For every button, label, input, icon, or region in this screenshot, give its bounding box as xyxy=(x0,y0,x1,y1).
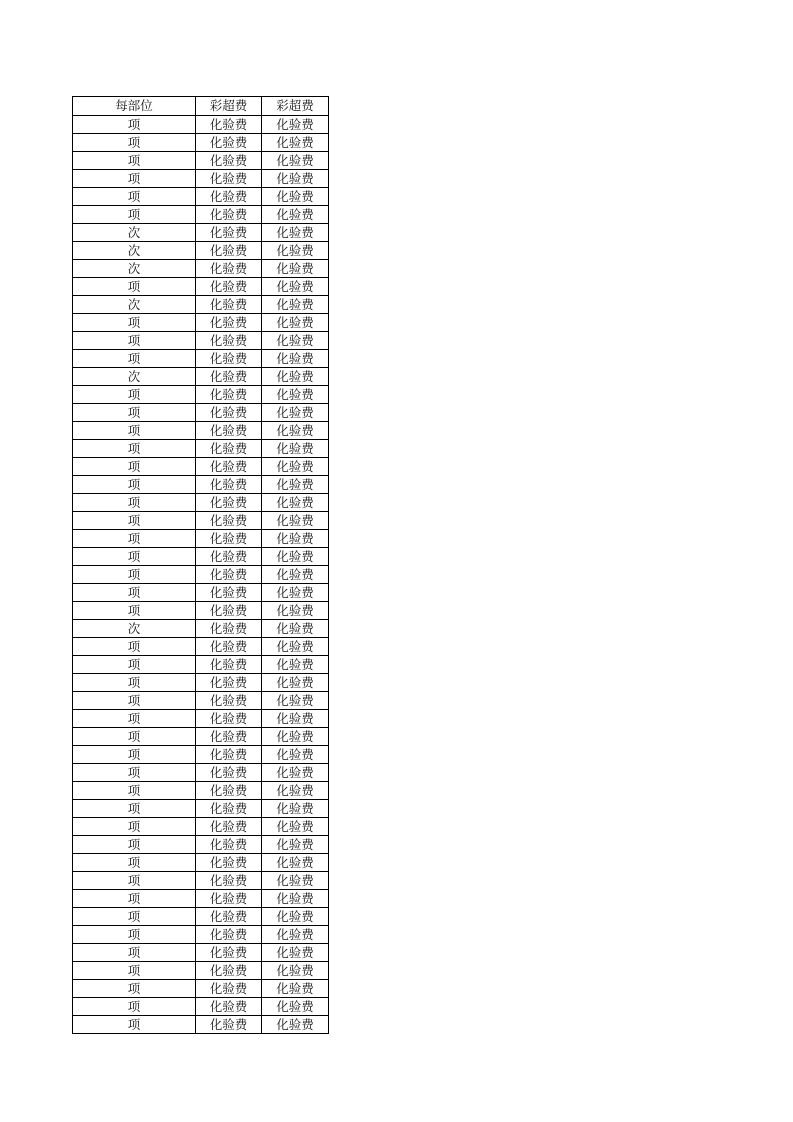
cell-fee-2: 化验费 xyxy=(262,620,329,638)
cell-fee-2: 化验费 xyxy=(262,872,329,890)
cell-fee-2: 化验费 xyxy=(262,260,329,278)
table-row xyxy=(73,746,329,764)
cell-fee-1: 化验费 xyxy=(196,206,262,224)
table-row xyxy=(73,602,329,620)
cell-fee-2: 化验费 xyxy=(262,170,329,188)
cell-fee-2: 化验费 xyxy=(262,458,329,476)
table-row xyxy=(73,836,329,854)
cell-fee-2: 化验费 xyxy=(262,152,329,170)
cell-unit: 项 xyxy=(73,512,196,530)
cell-unit: 项 xyxy=(73,188,196,206)
table-row xyxy=(73,926,329,944)
cell-unit: 项 xyxy=(73,602,196,620)
cell-fee-1: 化验费 xyxy=(196,512,262,530)
cell-fee-1: 化验费 xyxy=(196,440,262,458)
table-row xyxy=(73,404,329,422)
table-row xyxy=(73,386,329,404)
cell-fee-1: 化验费 xyxy=(196,458,262,476)
cell-unit: 项 xyxy=(73,998,196,1016)
cell-unit: 项 xyxy=(73,692,196,710)
cell-unit: 项 xyxy=(73,926,196,944)
cell-fee-2: 化验费 xyxy=(262,728,329,746)
cell-fee-1: 化验费 xyxy=(196,224,262,242)
table-row xyxy=(73,332,329,350)
cell-fee-1: 化验费 xyxy=(196,962,262,980)
cell-fee-2: 化验费 xyxy=(262,638,329,656)
cell-fee-2: 化验费 xyxy=(262,548,329,566)
cell-fee-1: 化验费 xyxy=(196,404,262,422)
table-row xyxy=(73,638,329,656)
cell-unit: 项 xyxy=(73,116,196,134)
cell-fee-1: 化验费 xyxy=(196,800,262,818)
cell-unit: 项 xyxy=(73,836,196,854)
table-row xyxy=(73,908,329,926)
cell-fee-1: 化验费 xyxy=(196,1016,262,1034)
cell-fee-1: 化验费 xyxy=(196,728,262,746)
cell-unit: 项 xyxy=(73,1016,196,1034)
cell-unit: 次 xyxy=(73,368,196,386)
cell-fee-2: 化验费 xyxy=(262,134,329,152)
cell-unit: 项 xyxy=(73,782,196,800)
cell-unit: 项 xyxy=(73,440,196,458)
cell-fee-1: 化验费 xyxy=(196,134,262,152)
cell-fee-2: 化验费 xyxy=(262,944,329,962)
table-row xyxy=(73,260,329,278)
cell-unit: 项 xyxy=(73,638,196,656)
table-row xyxy=(73,674,329,692)
cell-unit: 项 xyxy=(73,548,196,566)
table-row xyxy=(73,530,329,548)
cell-unit: 项 xyxy=(73,476,196,494)
cell-unit: 项 xyxy=(73,278,196,296)
cell-fee-1: 化验费 xyxy=(196,710,262,728)
cell-fee-2: 化验费 xyxy=(262,854,329,872)
table-row xyxy=(73,296,329,314)
cell-fee-1: 化验费 xyxy=(196,278,262,296)
cell-fee-2: 化验费 xyxy=(262,800,329,818)
table-row xyxy=(73,476,329,494)
fee-table xyxy=(72,96,329,1034)
cell-unit: 项 xyxy=(73,206,196,224)
cell-unit: 项 xyxy=(73,890,196,908)
cell-fee-1: 化验费 xyxy=(196,242,262,260)
cell-fee-1: 化验费 xyxy=(196,746,262,764)
cell-fee-2: 化验费 xyxy=(262,332,329,350)
cell-unit: 项 xyxy=(73,674,196,692)
cell-fee-1: 化验费 xyxy=(196,998,262,1016)
cell-fee-2: 化验费 xyxy=(262,980,329,998)
table-row xyxy=(73,350,329,368)
cell-unit: 项 xyxy=(73,728,196,746)
table-row xyxy=(73,548,329,566)
cell-fee-2: 化验费 xyxy=(262,1016,329,1034)
table-row xyxy=(73,692,329,710)
cell-unit: 项 xyxy=(73,404,196,422)
header-cell-fee-2: 彩超费 xyxy=(262,97,329,116)
cell-unit: 项 xyxy=(73,566,196,584)
cell-fee-1: 化验费 xyxy=(196,620,262,638)
cell-fee-2: 化验费 xyxy=(262,224,329,242)
table-row xyxy=(73,800,329,818)
cell-fee-1: 化验费 xyxy=(196,872,262,890)
cell-fee-2: 化验费 xyxy=(262,530,329,548)
cell-fee-1: 化验费 xyxy=(196,692,262,710)
cell-unit: 项 xyxy=(73,908,196,926)
cell-fee-1: 化验费 xyxy=(196,188,262,206)
cell-fee-2: 化验费 xyxy=(262,566,329,584)
table-row xyxy=(73,512,329,530)
cell-unit: 项 xyxy=(73,386,196,404)
table-row xyxy=(73,998,329,1016)
cell-fee-2: 化验费 xyxy=(262,242,329,260)
table-row xyxy=(73,494,329,512)
table-row xyxy=(73,242,329,260)
table-row xyxy=(73,116,329,134)
table-row xyxy=(73,1016,329,1034)
cell-unit: 项 xyxy=(73,530,196,548)
cell-fee-2: 化验费 xyxy=(262,782,329,800)
cell-fee-1: 化验费 xyxy=(196,296,262,314)
table-row xyxy=(73,188,329,206)
table-row xyxy=(73,944,329,962)
cell-fee-1: 化验费 xyxy=(196,170,262,188)
cell-fee-2: 化验费 xyxy=(262,710,329,728)
cell-fee-2: 化验费 xyxy=(262,296,329,314)
cell-unit: 项 xyxy=(73,818,196,836)
cell-unit: 项 xyxy=(73,800,196,818)
table-row xyxy=(73,890,329,908)
cell-unit: 项 xyxy=(73,854,196,872)
table-row xyxy=(73,872,329,890)
header-cell-unit: 每部位 xyxy=(73,97,196,116)
cell-fee-2: 化验费 xyxy=(262,746,329,764)
cell-unit: 次 xyxy=(73,260,196,278)
cell-fee-2: 化验费 xyxy=(262,998,329,1016)
cell-fee-1: 化验费 xyxy=(196,890,262,908)
cell-fee-1: 化验费 xyxy=(196,530,262,548)
cell-unit: 项 xyxy=(73,584,196,602)
cell-unit: 次 xyxy=(73,224,196,242)
cell-fee-2: 化验费 xyxy=(262,314,329,332)
cell-fee-2: 化验费 xyxy=(262,692,329,710)
cell-unit: 项 xyxy=(73,332,196,350)
cell-fee-2: 化验费 xyxy=(262,368,329,386)
cell-fee-1: 化验费 xyxy=(196,926,262,944)
cell-fee-1: 化验费 xyxy=(196,368,262,386)
table-row xyxy=(73,224,329,242)
cell-fee-2: 化验费 xyxy=(262,350,329,368)
cell-unit: 项 xyxy=(73,656,196,674)
cell-fee-1: 化验费 xyxy=(196,818,262,836)
table-row xyxy=(73,728,329,746)
table-row xyxy=(73,422,329,440)
table-header-row xyxy=(73,97,329,116)
cell-fee-2: 化验费 xyxy=(262,188,329,206)
cell-fee-2: 化验费 xyxy=(262,386,329,404)
table-row xyxy=(73,170,329,188)
cell-unit: 项 xyxy=(73,134,196,152)
cell-unit: 项 xyxy=(73,422,196,440)
cell-fee-1: 化验费 xyxy=(196,332,262,350)
cell-unit: 次 xyxy=(73,296,196,314)
table-row xyxy=(73,278,329,296)
cell-fee-1: 化验费 xyxy=(196,314,262,332)
cell-fee-2: 化验费 xyxy=(262,512,329,530)
table-row xyxy=(73,962,329,980)
cell-fee-2: 化验费 xyxy=(262,206,329,224)
cell-unit: 项 xyxy=(73,980,196,998)
table-row xyxy=(73,314,329,332)
cell-fee-1: 化验费 xyxy=(196,782,262,800)
cell-unit: 项 xyxy=(73,170,196,188)
cell-fee-1: 化验费 xyxy=(196,656,262,674)
cell-unit: 项 xyxy=(73,710,196,728)
cell-fee-1: 化验费 xyxy=(196,638,262,656)
cell-fee-1: 化验费 xyxy=(196,494,262,512)
cell-unit: 项 xyxy=(73,314,196,332)
table-row xyxy=(73,368,329,386)
table-row xyxy=(73,620,329,638)
cell-fee-1: 化验费 xyxy=(196,908,262,926)
cell-fee-1: 化验费 xyxy=(196,584,262,602)
cell-fee-1: 化验费 xyxy=(196,350,262,368)
cell-fee-2: 化验费 xyxy=(262,422,329,440)
cell-fee-1: 化验费 xyxy=(196,764,262,782)
cell-fee-1: 化验费 xyxy=(196,116,262,134)
cell-fee-2: 化验费 xyxy=(262,116,329,134)
cell-fee-1: 化验费 xyxy=(196,566,262,584)
cell-fee-1: 化验费 xyxy=(196,422,262,440)
cell-fee-2: 化验费 xyxy=(262,278,329,296)
cell-fee-2: 化验费 xyxy=(262,926,329,944)
header-cell-fee-1: 彩超费 xyxy=(196,97,262,116)
cell-unit: 次 xyxy=(73,620,196,638)
cell-unit: 次 xyxy=(73,242,196,260)
table-row xyxy=(73,458,329,476)
table-row xyxy=(73,566,329,584)
cell-fee-2: 化验费 xyxy=(262,404,329,422)
cell-fee-1: 化验费 xyxy=(196,152,262,170)
cell-unit: 项 xyxy=(73,872,196,890)
cell-unit: 项 xyxy=(73,764,196,782)
cell-fee-1: 化验费 xyxy=(196,548,262,566)
cell-fee-2: 化验费 xyxy=(262,440,329,458)
cell-fee-2: 化验费 xyxy=(262,494,329,512)
cell-fee-2: 化验费 xyxy=(262,584,329,602)
cell-fee-1: 化验费 xyxy=(196,674,262,692)
table-row xyxy=(73,440,329,458)
table-row xyxy=(73,818,329,836)
cell-fee-2: 化验费 xyxy=(262,962,329,980)
cell-fee-1: 化验费 xyxy=(196,854,262,872)
table-body xyxy=(73,116,329,1034)
cell-fee-2: 化验费 xyxy=(262,674,329,692)
table-row xyxy=(73,656,329,674)
cell-fee-1: 化验费 xyxy=(196,602,262,620)
table-row xyxy=(73,854,329,872)
cell-fee-2: 化验费 xyxy=(262,890,329,908)
cell-fee-1: 化验费 xyxy=(196,476,262,494)
cell-unit: 项 xyxy=(73,494,196,512)
cell-fee-2: 化验费 xyxy=(262,818,329,836)
table-row xyxy=(73,584,329,602)
table-row xyxy=(73,782,329,800)
cell-fee-1: 化验费 xyxy=(196,944,262,962)
cell-fee-1: 化验费 xyxy=(196,836,262,854)
cell-unit: 项 xyxy=(73,944,196,962)
table-row xyxy=(73,134,329,152)
table-row xyxy=(73,206,329,224)
cell-fee-2: 化验费 xyxy=(262,476,329,494)
cell-fee-1: 化验费 xyxy=(196,980,262,998)
cell-unit: 项 xyxy=(73,746,196,764)
cell-fee-2: 化验费 xyxy=(262,656,329,674)
cell-fee-2: 化验费 xyxy=(262,836,329,854)
cell-unit: 项 xyxy=(73,962,196,980)
table-row xyxy=(73,152,329,170)
cell-fee-2: 化验费 xyxy=(262,602,329,620)
cell-unit: 项 xyxy=(73,350,196,368)
table-row xyxy=(73,710,329,728)
cell-fee-2: 化验费 xyxy=(262,908,329,926)
cell-unit: 项 xyxy=(73,458,196,476)
table-row xyxy=(73,764,329,782)
cell-fee-1: 化验费 xyxy=(196,260,262,278)
cell-fee-1: 化验费 xyxy=(196,386,262,404)
table-row xyxy=(73,980,329,998)
cell-unit: 项 xyxy=(73,152,196,170)
cell-fee-2: 化验费 xyxy=(262,764,329,782)
